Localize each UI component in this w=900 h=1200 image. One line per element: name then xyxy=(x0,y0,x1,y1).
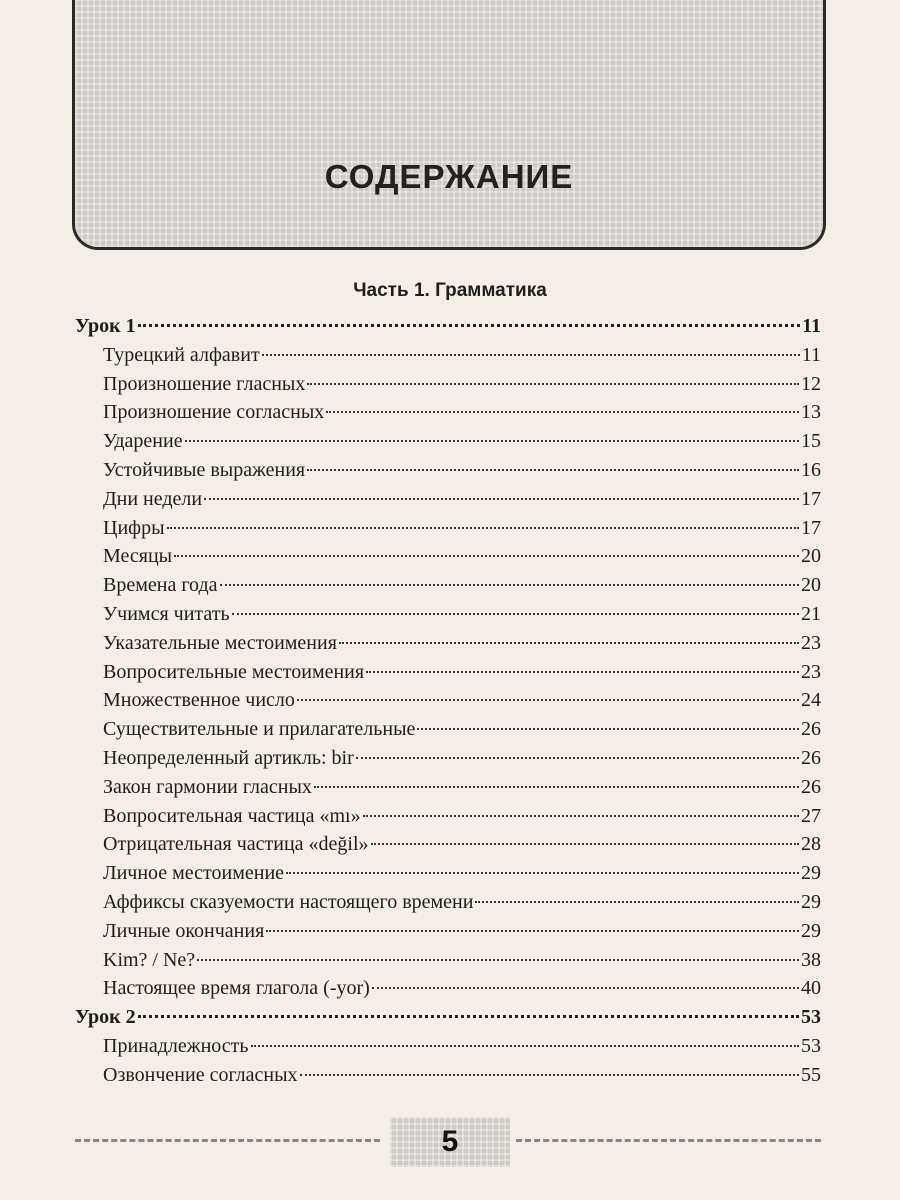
toc-entry-page: 55 xyxy=(801,1063,821,1086)
toc-entry-title: Личное местоимение xyxy=(103,862,285,885)
toc-entry-row[interactable] xyxy=(75,629,821,658)
toc-entry-title: Неопределенный артикль: bir xyxy=(103,746,354,769)
toc-entry-page: 28 xyxy=(801,833,821,856)
toc-entry-page: 11 xyxy=(802,315,821,337)
toc-entry-page: 40 xyxy=(801,977,821,1000)
toc-entry-row[interactable] xyxy=(75,974,821,1003)
toc-entry-page: 17 xyxy=(801,487,821,510)
page-title: СОДЕРЖАНИЕ xyxy=(324,158,574,195)
toc-entry-row[interactable] xyxy=(75,370,821,399)
toc-leader-dots xyxy=(167,527,799,529)
toc-leader-dots xyxy=(262,354,800,356)
toc-entry-page: 13 xyxy=(801,401,821,424)
footer-rule-right xyxy=(516,1139,821,1142)
toc-entry-title: Настоящее время глагола (-yor) xyxy=(103,977,370,1000)
toc-entry-title: Урок 2 xyxy=(75,1006,136,1029)
toc-entry-page: 20 xyxy=(801,545,821,568)
toc-entry-row[interactable] xyxy=(75,571,821,600)
toc-entry-page: 12 xyxy=(801,372,821,395)
toc-entry-title: Вопросительная частица «mı» xyxy=(103,804,361,827)
toc-entry-title: Отрицательная частица «değil» xyxy=(103,833,369,856)
table-of-contents xyxy=(75,312,821,1090)
toc-entry-title: Kim? / Ne? xyxy=(103,948,196,971)
toc-entry-title: Цифры xyxy=(103,516,165,539)
toc-entry-page: 26 xyxy=(801,775,821,798)
toc-leader-dots xyxy=(138,324,800,327)
toc-entry-row[interactable] xyxy=(75,917,821,946)
toc-entry-title: Аффиксы сказуемости настоящего времени xyxy=(103,890,474,913)
toc-entry-page: 21 xyxy=(801,602,821,625)
toc-entry-page: 11 xyxy=(801,343,821,366)
toc-entry-row[interactable] xyxy=(75,830,821,859)
toc-entry-page: 20 xyxy=(801,574,821,597)
toc-entry-page: 53 xyxy=(801,1006,821,1029)
toc-entry-row[interactable] xyxy=(75,773,821,802)
header-box xyxy=(72,0,826,250)
toc-entry-title: Указательные местоимения xyxy=(103,631,337,654)
toc-entry-row[interactable] xyxy=(75,859,821,888)
toc-leader-dots xyxy=(204,498,799,500)
footer-rule-left xyxy=(75,1139,380,1142)
toc-entry-page: 17 xyxy=(801,516,821,539)
toc-entry-title: Личные окончания xyxy=(103,919,265,942)
toc-leader-dots xyxy=(232,613,799,615)
toc-leader-dots xyxy=(307,383,799,385)
toc-leader-dots xyxy=(251,1045,799,1047)
toc-lesson-row[interactable] xyxy=(75,312,821,341)
toc-leader-dots xyxy=(297,699,799,701)
toc-leader-dots xyxy=(185,440,799,442)
part-title: Часть 1. Грамматика xyxy=(353,280,547,301)
toc-entry-row[interactable] xyxy=(75,744,821,773)
toc-entry-page: 27 xyxy=(801,804,821,827)
toc-entry-title: Месяцы xyxy=(103,545,173,568)
toc-entry-page: 24 xyxy=(801,689,821,712)
footer xyxy=(75,1117,821,1167)
toc-entry-page: 53 xyxy=(801,1034,821,1057)
toc-entry-title: Вопросительные местоимения xyxy=(103,660,365,683)
toc-leader-dots xyxy=(266,930,799,932)
toc-entry-page: 23 xyxy=(801,660,821,683)
page-number: 5 xyxy=(390,1117,510,1167)
toc-entry-page: 23 xyxy=(801,631,821,654)
toc-entry-title: Озвончение согласных xyxy=(103,1063,298,1086)
toc-leader-dots xyxy=(300,1074,799,1076)
toc-leader-dots xyxy=(366,671,799,673)
toc-entry-title: Времена года xyxy=(103,574,218,597)
toc-leader-dots xyxy=(372,987,799,989)
toc-entry-title: Турецкий алфавит xyxy=(103,343,260,366)
toc-entry-title: Принадлежность xyxy=(103,1034,249,1057)
toc-entry-row[interactable] xyxy=(75,1032,821,1061)
toc-entry-row[interactable] xyxy=(75,946,821,975)
toc-entry-title: Устойчивые выражения xyxy=(103,458,306,481)
toc-entry-title: Произношение гласных xyxy=(103,372,306,395)
toc-entry-row[interactable] xyxy=(75,341,821,370)
toc-leader-dots xyxy=(174,555,799,557)
toc-leader-dots xyxy=(307,469,799,471)
toc-entry-title: Закон гармонии гласных xyxy=(103,775,312,798)
toc-leader-dots xyxy=(371,843,799,845)
toc-lesson-row[interactable] xyxy=(75,1003,821,1032)
toc-entry-row[interactable] xyxy=(75,600,821,629)
toc-entry-page: 38 xyxy=(801,948,821,971)
toc-leader-dots xyxy=(314,786,799,788)
toc-entry-row[interactable] xyxy=(75,427,821,456)
toc-entry-title: Ударение xyxy=(103,430,183,453)
toc-entry-title: Урок 1 xyxy=(75,315,136,337)
toc-leader-dots xyxy=(220,584,799,586)
toc-entry-title: Существительные и прилагательные xyxy=(103,718,416,741)
toc-entry-title: Произношение согласных xyxy=(103,401,325,424)
toc-entry-page: 26 xyxy=(801,718,821,741)
toc-entry-row[interactable] xyxy=(75,802,821,831)
toc-entry-page: 29 xyxy=(801,890,821,913)
toc-entry-page: 26 xyxy=(801,746,821,769)
toc-entry-row[interactable] xyxy=(75,485,821,514)
toc-leader-dots xyxy=(326,411,799,413)
toc-leader-dots xyxy=(197,959,799,961)
toc-entry-title: Учимся читать xyxy=(103,602,230,625)
toc-leader-dots xyxy=(339,642,799,644)
toc-leader-dots xyxy=(475,901,799,903)
toc-entry-row[interactable] xyxy=(75,542,821,571)
toc-entry-title: Множественное число xyxy=(103,689,295,712)
toc-entry-row[interactable] xyxy=(75,456,821,485)
toc-leader-dots xyxy=(356,757,799,759)
toc-entry-row[interactable] xyxy=(75,1061,821,1090)
toc-entry-title: Дни недели xyxy=(103,487,203,510)
toc-leader-dots xyxy=(138,1015,799,1018)
toc-entry-page: 15 xyxy=(801,430,821,453)
toc-entry-row[interactable] xyxy=(75,514,821,543)
toc-leader-dots xyxy=(417,728,799,730)
toc-entry-page: 16 xyxy=(801,458,821,481)
toc-entry-page: 29 xyxy=(801,919,821,942)
toc-entry-page: 29 xyxy=(801,862,821,885)
toc-entry-row[interactable] xyxy=(75,686,821,715)
toc-leader-dots xyxy=(363,815,799,817)
toc-entry-row[interactable] xyxy=(75,658,821,687)
toc-entry-row[interactable] xyxy=(75,715,821,744)
toc-entry-row[interactable] xyxy=(75,888,821,917)
toc-leader-dots xyxy=(286,872,799,874)
toc-entry-row[interactable] xyxy=(75,398,821,427)
